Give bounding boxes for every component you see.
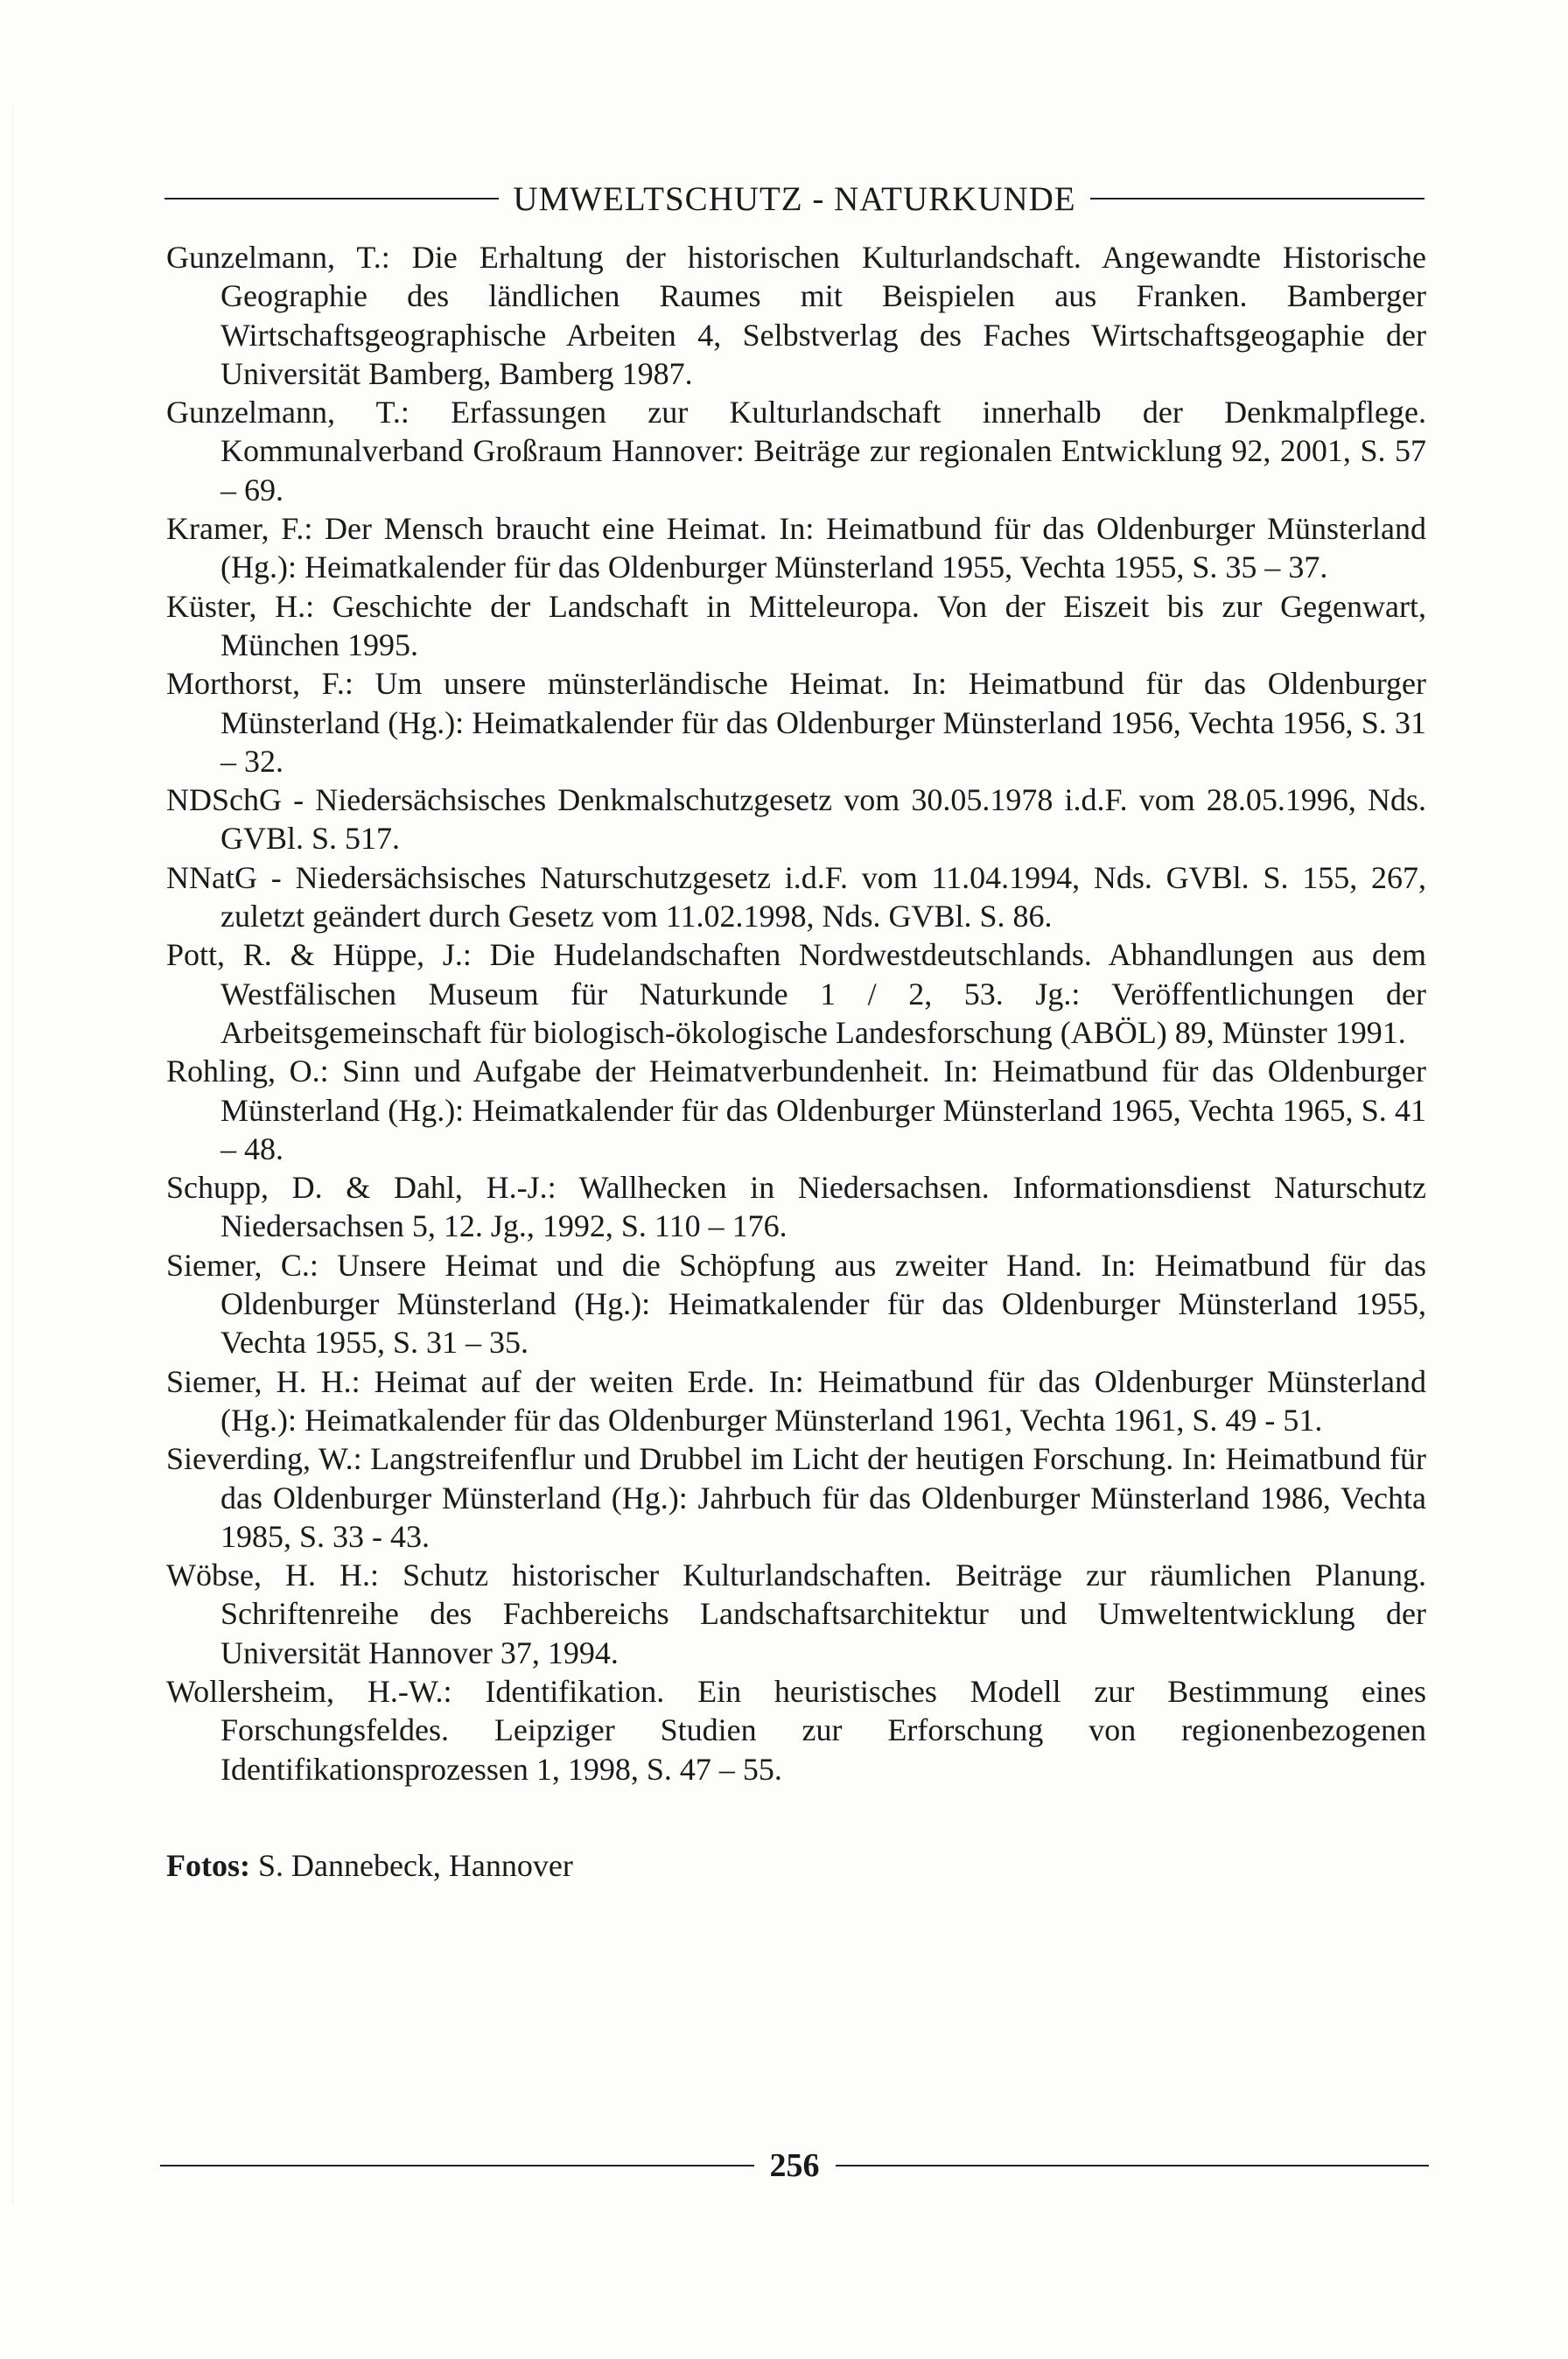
reference-entry: Küster, H.: Geschichte der Landschaft in Mitteleuropa. Von der Eiszeit bis zur Gegenwart, München 1995. bbox=[166, 588, 1426, 662]
page-footer bbox=[160, 2144, 1429, 2188]
header-rule-right bbox=[1090, 198, 1424, 200]
reference-entry: Siemer, H. H.: Heimat auf der weiten Erde. In: Heimatbund für das Oldenburger Münsterland (Hg.): Heimatkalender für das Oldenburger Münsterland 1961, Vechta 1961, S. 49 - 51. bbox=[166, 1363, 1426, 1438]
reference-entry: Schupp, D. & Dahl, H.-J.: Wallhecken in Niedersachsen. Informationsdienst Naturschutz Niedersachsen 5, 12. Jg., 1992, S. 110 – 176. bbox=[166, 1170, 1426, 1244]
reference-entry: Morthorst, F.: Um unsere münsterländische Heimat. In: Heimatbund für das Oldenburger Münsterland (Hg.): Heimatkalender für das Oldenburger Münsterland 1956, Vechta 1956, S. 31 – 32. bbox=[166, 666, 1426, 779]
reference-entry: Wöbse, H. H.: Schutz historischer Kulturlandschaften. Beiträge zur räumlichen Planung. Schriftenreihe des Fachbereichs Landschaftsarchitektur und Umweltentwicklung der Universität Hannover 37, 1994. bbox=[166, 1558, 1426, 1670]
running-header bbox=[164, 177, 1424, 220]
page-number: 256 bbox=[769, 2147, 820, 2184]
reference-list bbox=[166, 238, 1426, 1788]
footer-rule-left bbox=[160, 2165, 754, 2166]
reference-entry: Rohling, O.: Sinn und Aufgabe der Heimatverbundenheit. In: Heimatbund für das Oldenburger Münsterland (Hg.): Heimatkalender für das Oldenburger Münsterland 1965, Vechta 1965, S. 41 – 48. bbox=[166, 1054, 1426, 1166]
photo-credit-label: Fotos: bbox=[166, 1848, 250, 1883]
header-title: UMWELTSCHUTZ - NATURKUNDE bbox=[513, 179, 1076, 218]
reference-entry: Gunzelmann, T.: Die Erhaltung der historischen Kulturlandschaft. Angewandte Historische Geographie des ländlichen Raumes mit Beispielen aus Franken. Bamberger Wirtschaftsgeographische Arbeiten 4, Selbstverlag des Faches Wirtschaftsgeogaphie der Universität Bamberg, Bamberg 1987. bbox=[166, 240, 1426, 391]
footer-rule-right bbox=[836, 2165, 1430, 2166]
reference-entry: Sieverding, W.: Langstreifenflur und Drubbel im Licht der heutigen Forschung. In: Heimatbund für das Oldenburger Münsterland (Hg.): Jahrbuch für das Oldenburger Münsterland 1986, Vechta 1985, S. 33 - 43. bbox=[166, 1441, 1426, 1554]
photo-credit bbox=[166, 1846, 573, 1885]
reference-entry: Wollersheim, H.-W.: Identifikation. Ein heuristisches Modell zur Bestimmung eines Forschungsfeldes. Leipziger Studien zur Erforschung von regionenbezogenen Identifikationsprozessen 1, 1998, S. 47 – 55. bbox=[166, 1673, 1426, 1787]
reference-entry: Siemer, C.: Unsere Heimat und die Schöpfung aus zweiter Hand. In: Heimatbund für das Oldenburger Münsterland (Hg.): Heimatkalender für das Oldenburger Münsterland 1955, Vechta 1955, S. 31 – 35. bbox=[166, 1247, 1426, 1361]
photo-credit-text: S. Dannebeck, Hannover bbox=[249, 1848, 573, 1883]
reference-entry: NNatG - Niedersächsisches Naturschutzgesetz i.d.F. vom 11.04.1994, Nds. GVBl. S. 155, 267, zuletzt geändert durch Gesetz vom 11.02.1998, Nds. GVBl. S. 86. bbox=[166, 859, 1426, 934]
scan-edge-line bbox=[12, 105, 13, 2205]
reference-entry: Pott, R. & Hüppe, J.: Die Hudelandschaften Nordwestdeutschlands. Abhandlungen aus dem Westfälischen Museum für Naturkunde 1 / 2, 53. Jg.: Veröffentlichungen der Arbeitsgemeinschaft für biologisch-ökologische Landesforschung (ABÖL) 89, Münster 1991. bbox=[166, 937, 1426, 1050]
reference-entry: NDSchG - Niedersächsisches Denkmalschutzgesetz vom 30.05.1978 i.d.F. vom 28.05.1996, Nds. GVBl. S. 517. bbox=[166, 782, 1426, 857]
header-rule-left bbox=[164, 198, 499, 200]
reference-entry: Kramer, F.: Der Mensch braucht eine Heimat. In: Heimatbund für das Oldenburger Münsterland (Hg.): Heimatkalender für das Oldenburger Münsterland 1955, Vechta 1955, S. 35 – 37. bbox=[166, 511, 1426, 585]
reference-entry: Gunzelmann, T.: Erfassungen zur Kulturlandschaft innerhalb der Denkmalpflege. Kommunalverband Großraum Hannover: Beiträge zur regionalen Entwicklung 92, 2001, S. 57 – 69. bbox=[166, 395, 1426, 508]
